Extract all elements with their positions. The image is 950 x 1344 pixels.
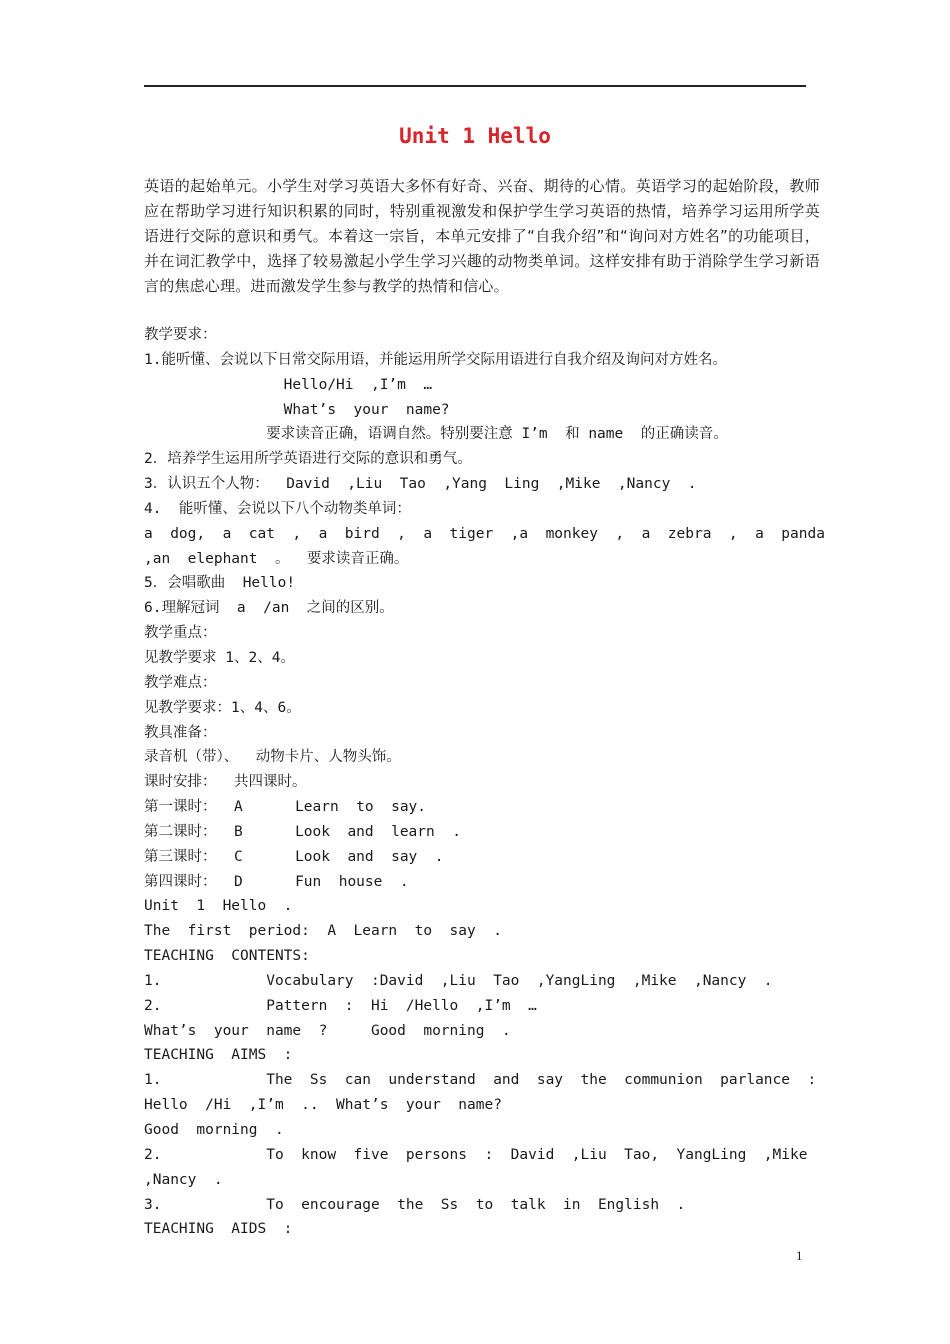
page-title: Unit 1 Hello — [399, 124, 551, 148]
text-line: 3. To encourage the Ss to talk in English . — [144, 1196, 686, 1213]
header-rule — [144, 85, 806, 87]
text-line: Unit 1 Hello . — [144, 898, 293, 915]
text-line: 教学要求： — [144, 327, 217, 343]
text-line: 6.理解冠词 a /an 之间的区别。 — [144, 600, 394, 617]
text-line: TEACHING AIMS : — [144, 1047, 293, 1064]
text-line: 第一课时： A Learn to say. — [144, 799, 427, 816]
text-line: Good morning . — [144, 1122, 284, 1138]
text-line: 5．会唱歌曲 Hello! — [144, 575, 296, 592]
text-line: 教具准备： — [144, 724, 217, 741]
text-line: 第四课时： D Fun house . — [144, 873, 409, 890]
text-line: 见教学要求 1、2、4。 — [144, 649, 295, 666]
text-line: 课时安排： 共四课时。 — [144, 774, 307, 791]
text-line: 教学难点： — [144, 674, 217, 691]
text-line: ,an elephant 。 要求读音正确。 — [144, 550, 409, 567]
text-line: 1. Vocabulary :David ,Liu Tao ,YangLing ,Mike ,Nancy . — [144, 972, 773, 989]
text-line: 第二课时： B Look and learn . — [144, 823, 461, 840]
text-line: 第三课时： C Look and say . — [144, 848, 444, 865]
text-line: 2. Pattern : Hi /Hello ,I’m … — [144, 997, 537, 1014]
text-line: The first period: A Learn to say . — [144, 923, 502, 940]
text-line: 见教学要求：1、4、6。 — [144, 699, 301, 716]
body-lines — [144, 323, 825, 1242]
page-number: 1 — [796, 1248, 803, 1263]
text-line: 1.能听懂、会说以下日常交际用语，并能运用所学交际用语进行自我介绍及询问对方姓名。 — [144, 351, 727, 368]
text-line: What’s your name ? Good morning . — [144, 1022, 511, 1039]
text-line: 3．认识五个人物： David ,Liu Tao ,Yang Ling ,Mike ,Nancy . — [144, 476, 697, 493]
text-line: 2. To know five persons : David ,Liu Tao, YangLing ,Mike — [144, 1146, 808, 1163]
text-line: 教学重点： — [144, 625, 217, 642]
text-line: Hello /Hi ,I’m .. What’s your name? — [144, 1097, 502, 1114]
text-line: 要求读音正确，语调自然。特别要注意 I’m 和 name 的正确读音。 — [144, 426, 728, 443]
text-line: What’s your name? — [144, 401, 450, 418]
text-line: Hello/Hi ,I’m … — [144, 376, 433, 393]
intro-paragraph: 英语的起始单元。小学生对学习英语大多怀有好奇、兴奋、期待的心情。英语学习的起始阶段，教师应在帮助学习进行知识积累的同时，特别重视激发和保护学生学习英语的热情，培养学习运用所学英语进行交际的意识和勇气。本着这一宗旨，本单元安排了“自我介绍”和“询问对方姓名”的功能项目，并在词汇教学中，选择了较易激起小学生学习兴趣的动物类单词。这样安排有助于消除学生学习新语言的焦虑心理。进而激发学生参与教学的热情和信心。 — [144, 177, 820, 295]
text-line: 4. 能听懂、会说以下八个动物类单词： — [144, 500, 411, 517]
text-line: a dog, a cat , a bird , a tiger ,a monkey , a zebra , a panda — [144, 525, 825, 542]
text-line: ,Nancy . — [144, 1171, 223, 1188]
text-line: 1. The Ss can understand and say the communion parlance : — [144, 1072, 817, 1089]
text-line: TEACHING CONTENTS: — [144, 948, 310, 965]
text-line: 录音机（带）、 动物卡片、人物头饰。 — [144, 749, 401, 766]
text-line: 2．培养学生运用所学英语进行交际的意识和勇气。 — [144, 451, 472, 468]
text-line: TEACHING AIDS : — [144, 1221, 293, 1238]
